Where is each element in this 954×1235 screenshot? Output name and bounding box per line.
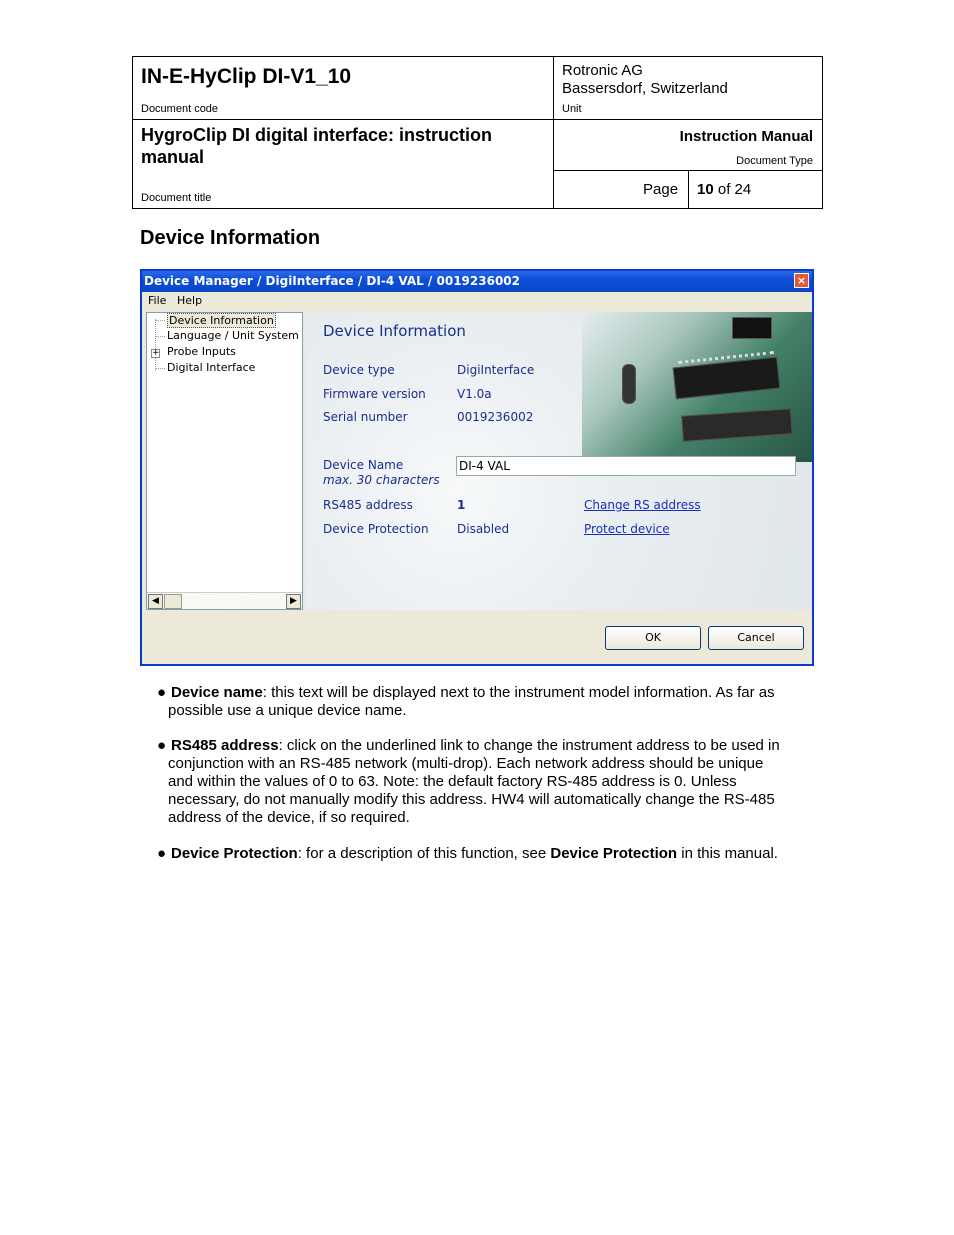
connector bbox=[732, 317, 772, 339]
bullet-text: address of the device, if so required. bbox=[168, 809, 410, 826]
cancel-button[interactable]: Cancel bbox=[708, 626, 804, 650]
page-number bbox=[697, 181, 751, 198]
scroll-thumb[interactable] bbox=[164, 594, 182, 609]
device-information-panel bbox=[305, 312, 812, 610]
device-protection-label: Device Protection bbox=[323, 522, 429, 536]
device-manager-window bbox=[140, 269, 814, 666]
bullet-term: Device name bbox=[171, 684, 263, 701]
page-label: Page bbox=[643, 181, 679, 198]
circuit-board-image bbox=[582, 312, 812, 462]
tree-connector bbox=[156, 336, 165, 337]
tree-item-device-information[interactable]: Device Information bbox=[169, 314, 274, 327]
bullet-text: in this manual. bbox=[677, 845, 778, 862]
capacitor bbox=[622, 364, 636, 404]
document-type-label: Document Type bbox=[736, 155, 813, 167]
document-title bbox=[141, 124, 541, 168]
close-icon[interactable]: × bbox=[794, 273, 809, 288]
menu-file[interactable]: File bbox=[148, 294, 167, 307]
scroll-left-icon[interactable]: ◀ bbox=[148, 594, 163, 609]
bullet-term: Device Protection bbox=[171, 845, 298, 862]
device-name-hint: max. 30 characters bbox=[323, 473, 440, 487]
bullet-text: : click on the underlined link to change the instrument address to be used in bbox=[278, 737, 780, 754]
bullet-text: : for a description of this function, see bbox=[297, 845, 551, 862]
bullet-term: RS485 address bbox=[171, 737, 279, 754]
page-current: 10 bbox=[697, 181, 714, 198]
document-title-line-2: manual bbox=[141, 147, 205, 167]
tree-connector bbox=[155, 319, 156, 371]
device-type-label: Device type bbox=[323, 363, 395, 377]
document-title-label: Document title bbox=[141, 192, 212, 204]
device-type-value: DigiInterface bbox=[457, 363, 535, 377]
bullet-text: possible use a unique device name. bbox=[168, 702, 407, 719]
document-title-line-1: HygroClip DI digital interface: instruction bbox=[141, 125, 493, 145]
device-protection-value: Disabled bbox=[457, 522, 510, 536]
tree-connector bbox=[156, 320, 165, 321]
menu-help[interactable]: Help bbox=[177, 294, 203, 307]
circuit-chip bbox=[673, 357, 781, 400]
document-header-table bbox=[132, 56, 823, 209]
window-title: Device Manager / DigiInterface / DI-4 VAL / 0019236002 bbox=[144, 274, 520, 288]
bullet-text: necessary, do not manually modify this address. HW4 will automatically change the RS-485 bbox=[168, 791, 775, 808]
bullet-text: conjunction with an RS-485 network (multi-drop). Each network address should be unique bbox=[168, 755, 764, 772]
header-divider bbox=[133, 119, 822, 120]
window-title-bar[interactable] bbox=[142, 271, 812, 292]
document-code-label: Document code bbox=[141, 103, 219, 115]
tree-item-language-unit-system[interactable]: Language / Unit System bbox=[167, 329, 299, 342]
document-code: IN-E-HyClip DI-V1_10 bbox=[141, 65, 352, 88]
page-total: of 24 bbox=[717, 181, 752, 198]
scroll-right-icon[interactable]: ▶ bbox=[286, 594, 301, 609]
bullet-device-name bbox=[157, 684, 817, 720]
section-heading: Device Information bbox=[140, 227, 321, 249]
expand-icon[interactable]: + bbox=[152, 348, 160, 358]
menu-bar bbox=[142, 292, 812, 310]
bullet-glyph: ● bbox=[157, 845, 167, 862]
serial-number-value: 0019236002 bbox=[457, 410, 534, 424]
tree-item-probe-inputs[interactable]: Probe Inputs bbox=[167, 345, 236, 358]
header-divider bbox=[688, 171, 689, 208]
device-name-label: Device Name bbox=[323, 458, 404, 472]
tree-item-digital-interface[interactable]: Digital Interface bbox=[167, 361, 256, 374]
ok-button[interactable]: OK bbox=[605, 626, 701, 650]
rs485-address-label: RS485 address bbox=[323, 498, 413, 512]
circuit-chip bbox=[681, 408, 793, 442]
bullet-rs485-address bbox=[157, 737, 817, 827]
bullet-term-reference: Device Protection bbox=[550, 845, 678, 862]
rs485-address-value: 1 bbox=[457, 498, 466, 512]
tree-connector bbox=[156, 368, 165, 369]
bullet-glyph: ● bbox=[157, 684, 167, 701]
tree-horizontal-scrollbar[interactable] bbox=[147, 592, 302, 609]
navigation-tree bbox=[146, 312, 303, 610]
serial-number-label: Serial number bbox=[323, 410, 408, 424]
unit-label: Unit bbox=[562, 103, 582, 115]
unit-value bbox=[562, 62, 728, 98]
document-type: Instruction Manual bbox=[679, 128, 813, 145]
bullet-text: : this text will be displayed next to the instrument model information. As far as bbox=[262, 684, 775, 701]
header-divider bbox=[553, 57, 554, 208]
firmware-version-label: Firmware version bbox=[323, 387, 426, 401]
device-name-input[interactable]: DI-4 VAL bbox=[456, 456, 796, 476]
bullet-text: and within the values of 0 to 63. Note: the default factory RS-485 address is 0. Unless bbox=[168, 773, 737, 790]
bullet-device-protection bbox=[157, 845, 817, 863]
bullet-glyph: ● bbox=[157, 737, 167, 754]
unit-line-2: Bassersdorf, Switzerland bbox=[562, 80, 728, 97]
firmware-version-value: V1.0a bbox=[457, 387, 492, 401]
panel-heading: Device Information bbox=[323, 322, 466, 340]
unit-line-1: Rotronic AG bbox=[562, 62, 643, 79]
protect-device-link[interactable]: Protect device bbox=[584, 522, 670, 536]
change-rs-address-link[interactable]: Change RS address bbox=[584, 498, 701, 512]
